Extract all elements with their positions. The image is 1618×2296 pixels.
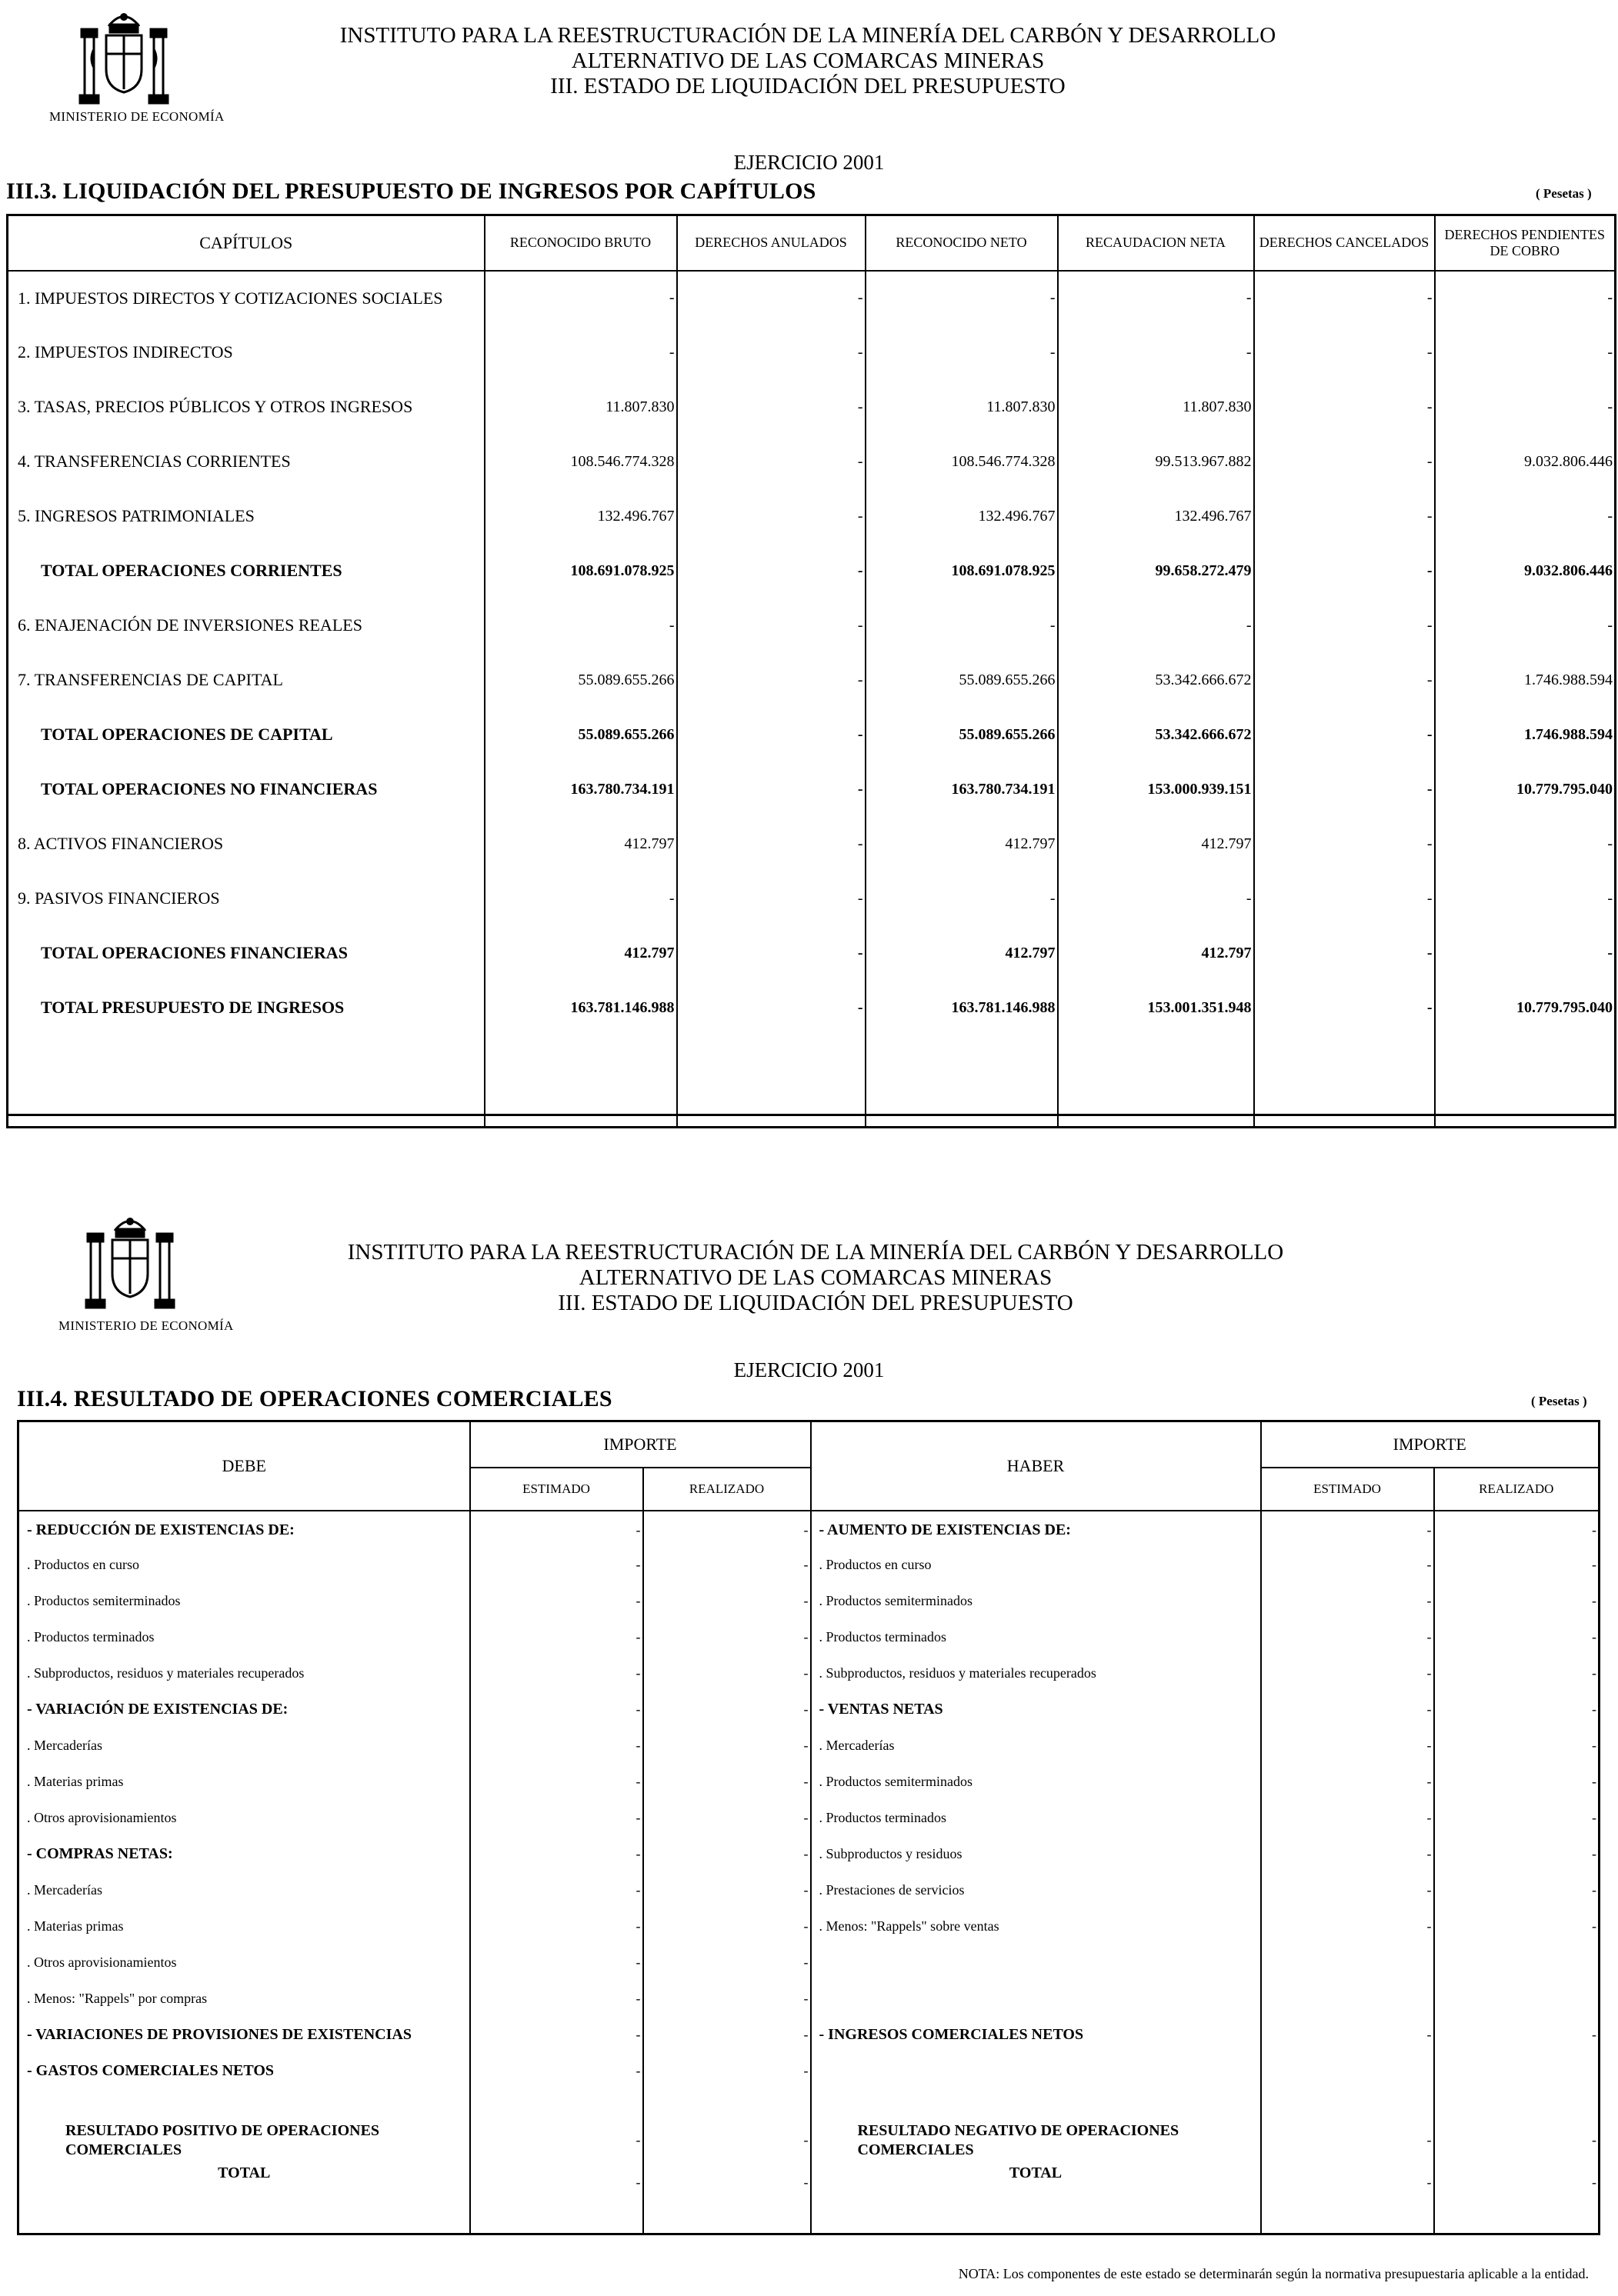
- debe-realizado: -: [643, 1836, 811, 1872]
- empty-cell: [811, 2201, 1261, 2234]
- debe-estimado: -: [470, 2017, 643, 2053]
- debe-label: - VARIACIÓN DE EXISTENCIAS DE:: [18, 1691, 470, 1728]
- cell-value: -: [677, 708, 866, 762]
- cell-value: -: [1435, 871, 1616, 926]
- haber-label: - AUMENTO DE EXISTENCIAS DE:: [811, 1511, 1261, 1547]
- cell-value: 9.032.806.446: [1435, 435, 1616, 489]
- cell-value: 55.089.655.266: [485, 653, 677, 708]
- empty-cell: [470, 2201, 643, 2234]
- cell-value: 412.797: [1058, 817, 1254, 871]
- table-row: [18, 1728, 1600, 1764]
- cell-value: -: [677, 762, 866, 817]
- table-row: [8, 762, 1616, 817]
- haber-realizado: -: [1434, 1619, 1600, 1655]
- cell-value: -: [1254, 598, 1435, 653]
- debe-label: . Materias primas: [18, 1908, 470, 1944]
- row-label: TOTAL OPERACIONES DE CAPITAL: [8, 708, 485, 762]
- table-row: [8, 544, 1616, 598]
- debe-estimado: -: [470, 1764, 643, 1800]
- debe-estimado: -: [470, 1691, 643, 1728]
- cell-value: -: [1254, 544, 1435, 598]
- debe-estimado: -: [470, 2053, 643, 2089]
- cell-value: -: [1254, 653, 1435, 708]
- debe-label: . Subproductos, residuos y materiales recuperados: [18, 1655, 470, 1691]
- table-row: [8, 380, 1616, 435]
- cell-value: -: [677, 544, 866, 598]
- cell-value: 11.807.830: [1058, 380, 1254, 435]
- row-label: TOTAL OPERACIONES FINANCIERAS: [8, 926, 485, 981]
- table-row: [8, 598, 1616, 653]
- table-header-row: [18, 1421, 1600, 1468]
- cell-value: 163.780.734.191: [866, 762, 1058, 817]
- section-title: III.3. LIQUIDACIÓN DEL PRESUPUESTO DE INGRESOS POR CAPÍTULOS: [6, 178, 816, 204]
- haber-estimado: [1261, 1981, 1434, 2017]
- total-label: TOTAL: [811, 2164, 1261, 2201]
- haber-label: . Subproductos y residuos: [811, 1836, 1261, 1872]
- empty-cell: [1434, 2201, 1600, 2234]
- cell-value: -: [866, 871, 1058, 926]
- realizado-header: REALIZADO: [643, 1468, 811, 1511]
- header-line-3: III. ESTADO DE LIQUIDACIÓN DEL PRESUPUESTO: [550, 74, 1066, 98]
- row-label: 4. TRANSFERENCIAS CORRIENTES: [8, 435, 485, 489]
- haber-estimado: -: [1261, 1511, 1434, 1547]
- estimado-header: ESTIMADO: [1261, 1468, 1434, 1511]
- cell-value: -: [677, 981, 866, 1035]
- haber-label: - INGRESOS COMERCIALES NETOS: [811, 2017, 1261, 2053]
- cell-value: -: [485, 271, 677, 325]
- cell-value: -: [1254, 271, 1435, 325]
- table-row: [18, 2017, 1600, 2053]
- table-row: [8, 325, 1616, 380]
- cell-value: 53.342.666.672: [1058, 708, 1254, 762]
- result-row: [18, 2117, 1600, 2164]
- cell-value: -: [1254, 817, 1435, 871]
- cell-value: 55.089.655.266: [866, 653, 1058, 708]
- debe-realizado: -: [643, 1728, 811, 1764]
- haber-realizado: -: [1434, 1764, 1600, 1800]
- table-row: [18, 1908, 1600, 1944]
- cell-value: 10.779.795.040: [1435, 762, 1616, 817]
- importe-header: IMPORTE: [1261, 1421, 1600, 1468]
- header-line-3: III. ESTADO DE LIQUIDACIÓN DEL PRESUPUESTO: [558, 1291, 1073, 1315]
- column-header: DERECHOS CANCELADOS: [1254, 215, 1435, 271]
- resultado-positivo-label: RESULTADO POSITIVO DE OPERACIONES COMERCIALES: [18, 2117, 470, 2164]
- result-realizado: -: [1434, 2117, 1600, 2164]
- empty-cell: [1434, 2089, 1600, 2117]
- debe-estimado: -: [470, 1547, 643, 1583]
- cell-value: -: [677, 653, 866, 708]
- cell-value: -: [1254, 871, 1435, 926]
- ejercicio: EJERCICIO 2001: [733, 1358, 885, 1381]
- table-row: [8, 435, 1616, 489]
- haber-estimado: -: [1261, 1908, 1434, 1944]
- empty-cell: [643, 2089, 811, 2117]
- empty-cell: [18, 2201, 470, 2234]
- debe-label: . Otros aprovisionamientos: [18, 1944, 470, 1981]
- cell-value: -: [1254, 325, 1435, 380]
- haber-label: . Productos terminados: [811, 1619, 1261, 1655]
- debe-realizado: -: [643, 1800, 811, 1836]
- haber-estimado: -: [1261, 1836, 1434, 1872]
- total-realizado: -: [1434, 2164, 1600, 2201]
- debe-realizado: -: [643, 1583, 811, 1619]
- coat-of-arms-logo: [80, 1208, 180, 1315]
- cell-value: -: [485, 598, 677, 653]
- cell-value: -: [1435, 598, 1616, 653]
- debe-estimado: -: [470, 1619, 643, 1655]
- cell-value: 53.342.666.672: [1058, 653, 1254, 708]
- table-row: [18, 1691, 1600, 1728]
- debe-realizado: -: [643, 1619, 811, 1655]
- debe-realizado: -: [643, 2017, 811, 2053]
- table-row: [18, 1800, 1600, 1836]
- cell-value: 412.797: [866, 926, 1058, 981]
- cell-value: 55.089.655.266: [866, 708, 1058, 762]
- haber-realizado: -: [1434, 1655, 1600, 1691]
- cell-value: 132.496.767: [1058, 489, 1254, 544]
- debe-realizado: -: [643, 1511, 811, 1547]
- total-row: [18, 2164, 1600, 2201]
- cell-value: -: [677, 325, 866, 380]
- haber-estimado: [1261, 2053, 1434, 2089]
- cell-value: 163.781.146.988: [866, 981, 1058, 1035]
- cell-value: 153.000.939.151: [1058, 762, 1254, 817]
- debe-label: - REDUCCIÓN DE EXISTENCIAS DE:: [18, 1511, 470, 1547]
- column-header: CAPÍTULOS: [8, 215, 485, 271]
- debe-realizado: -: [643, 1872, 811, 1908]
- table-row: [18, 1764, 1600, 1800]
- cell-value: 412.797: [485, 926, 677, 981]
- haber-realizado: -: [1434, 1800, 1600, 1836]
- debe-estimado: -: [470, 1583, 643, 1619]
- cell-value: 163.781.146.988: [485, 981, 677, 1035]
- debe-estimado: -: [470, 1511, 643, 1547]
- section-bottom-rule: [6, 1114, 1614, 1116]
- haber-realizado: -: [1434, 1547, 1600, 1583]
- empty-cell: [470, 2089, 643, 2117]
- cell-value: 108.691.078.925: [866, 544, 1058, 598]
- cell-value: 163.780.734.191: [485, 762, 677, 817]
- total-realizado: -: [643, 2164, 811, 2201]
- table-row: [18, 1944, 1600, 1981]
- haber-label: . Productos terminados: [811, 1800, 1261, 1836]
- cell-value: -: [866, 325, 1058, 380]
- cell-value: 10.779.795.040: [1435, 981, 1616, 1035]
- haber-label: . Menos: "Rappels" sobre ventas: [811, 1908, 1261, 1944]
- table-row: [18, 1547, 1600, 1583]
- cell-value: 99.513.967.882: [1058, 435, 1254, 489]
- empty-cell: [18, 2089, 470, 2117]
- cell-value: -: [677, 435, 866, 489]
- haber-label: - VENTAS NETAS: [811, 1691, 1261, 1728]
- cell-value: 108.546.774.328: [866, 435, 1058, 489]
- cell-value: -: [866, 271, 1058, 325]
- haber-estimado: -: [1261, 2017, 1434, 2053]
- debe-label: . Mercaderías: [18, 1872, 470, 1908]
- haber-estimado: [1261, 1944, 1434, 1981]
- debe-label: . Productos semiterminados: [18, 1583, 470, 1619]
- haber-realizado: -: [1434, 2017, 1600, 2053]
- haber-estimado: -: [1261, 1655, 1434, 1691]
- total-estimado: -: [470, 2164, 643, 2201]
- row-label: 7. TRANSFERENCIAS DE CAPITAL: [8, 653, 485, 708]
- haber-realizado: -: [1434, 1908, 1600, 1944]
- cell-value: 132.496.767: [485, 489, 677, 544]
- header-line-1: INSTITUTO PARA LA REESTRUCTURACIÓN DE LA MINERÍA DEL CARBÓN Y DESARROLLO: [339, 23, 1276, 48]
- table-row: [18, 1583, 1600, 1619]
- ingresos-table: [6, 214, 1616, 1128]
- row-label: 3. TASAS, PRECIOS PÚBLICOS Y OTROS INGRESOS: [8, 380, 485, 435]
- cell-value: -: [1254, 981, 1435, 1035]
- cell-value: -: [485, 871, 677, 926]
- empty-cell: [811, 2089, 1261, 2117]
- haber-header: HABER: [811, 1421, 1261, 1511]
- haber-realizado: [1434, 1981, 1600, 2017]
- haber-estimado: -: [1261, 1728, 1434, 1764]
- total-label: TOTAL: [18, 2164, 470, 2201]
- ministry-name: MINISTERIO DE ECONOMÍA: [58, 1318, 234, 1333]
- debe-realizado: -: [643, 1764, 811, 1800]
- cell-value: -: [1254, 435, 1435, 489]
- empty-cell: [1261, 2201, 1434, 2234]
- row-label: 5. INGRESOS PATRIMONIALES: [8, 489, 485, 544]
- haber-estimado: -: [1261, 1764, 1434, 1800]
- cell-value: -: [1435, 489, 1616, 544]
- haber-realizado: -: [1434, 1691, 1600, 1728]
- debe-label: - VARIACIONES DE PROVISIONES DE EXISTENCIAS: [18, 2017, 470, 2053]
- column-header: RECONOCIDO NETO: [866, 215, 1058, 271]
- debe-estimado: -: [470, 1981, 643, 2017]
- result-estimado: -: [1261, 2117, 1434, 2164]
- haber-label: [811, 1981, 1261, 2017]
- debe-realizado: -: [643, 1981, 811, 2017]
- debe-realizado: -: [643, 1691, 811, 1728]
- cell-value: -: [1435, 325, 1616, 380]
- debe-estimado: -: [470, 1728, 643, 1764]
- table-row: [18, 1872, 1600, 1908]
- table-row: [8, 653, 1616, 708]
- haber-label: . Prestaciones de servicios: [811, 1872, 1261, 1908]
- currency-label: ( Pesetas ): [1536, 186, 1592, 201]
- cell-value: -: [1435, 271, 1616, 325]
- table-row: [8, 926, 1616, 981]
- table-row: [18, 2053, 1600, 2089]
- column-header: DERECHOS ANULADOS: [677, 215, 866, 271]
- haber-label: . Subproductos, residuos y materiales recuperados: [811, 1655, 1261, 1691]
- row-label: TOTAL OPERACIONES CORRIENTES: [8, 544, 485, 598]
- haber-label: . Productos semiterminados: [811, 1583, 1261, 1619]
- debe-estimado: -: [470, 1872, 643, 1908]
- table-row: [8, 871, 1616, 926]
- header-line-1: INSTITUTO PARA LA REESTRUCTURACIÓN DE LA MINERÍA DEL CARBÓN Y DESARROLLO: [347, 1240, 1284, 1265]
- cell-value: -: [677, 489, 866, 544]
- debe-estimado: -: [470, 1655, 643, 1691]
- table-row: [18, 1836, 1600, 1872]
- debe-label: . Otros aprovisionamientos: [18, 1800, 470, 1836]
- table-row: [18, 1981, 1600, 2017]
- realizado-header: REALIZADO: [1434, 1468, 1600, 1511]
- cell-value: -: [677, 598, 866, 653]
- ministry-name: MINISTERIO DE ECONOMÍA: [49, 109, 225, 124]
- debe-realizado: -: [643, 2053, 811, 2089]
- row-label: 9. PASIVOS FINANCIEROS: [8, 871, 485, 926]
- header-line-2: ALTERNATIVO DE LAS COMARCAS MINERAS: [579, 1265, 1053, 1290]
- haber-label: [811, 2053, 1261, 2089]
- cell-value: -: [1254, 762, 1435, 817]
- document-header: [231, 23, 1385, 99]
- result-realizado: -: [643, 2117, 811, 2164]
- section-operaciones-comerciales: [0, 1185, 1618, 2296]
- document-header: [239, 1240, 1393, 1316]
- coat-of-arms-logo: [74, 3, 174, 111]
- debe-label: . Materias primas: [18, 1764, 470, 1800]
- cell-value: 9.032.806.446: [1435, 544, 1616, 598]
- empty-cell: [643, 2201, 811, 2234]
- row-label: TOTAL PRESUPUESTO DE INGRESOS: [8, 981, 485, 1035]
- haber-realizado: -: [1434, 1836, 1600, 1872]
- debe-estimado: -: [470, 1836, 643, 1872]
- column-header: DERECHOS PENDIENTES DE COBRO: [1435, 215, 1616, 271]
- cell-value: -: [1058, 871, 1254, 926]
- debe-label: . Productos en curso: [18, 1547, 470, 1583]
- currency-label: ( Pesetas ): [1531, 1394, 1587, 1408]
- cell-value: -: [1058, 598, 1254, 653]
- cell-value: 153.001.351.948: [1058, 981, 1254, 1035]
- section-title: III.4. RESULTADO DE OPERACIONES COMERCIALES: [17, 1386, 612, 1411]
- result-estimado: -: [470, 2117, 643, 2164]
- footnote: NOTA: Los componentes de este estado se determinarán según la normativa presupuestaria aplicable a la entidad.: [958, 2266, 1589, 2281]
- cell-value: 412.797: [485, 817, 677, 871]
- debe-estimado: -: [470, 1908, 643, 1944]
- cell-value: 1.746.988.594: [1435, 653, 1616, 708]
- cell-value: 11.807.830: [866, 380, 1058, 435]
- cell-value: 108.691.078.925: [485, 544, 677, 598]
- haber-label: [811, 1944, 1261, 1981]
- debe-estimado: -: [470, 1800, 643, 1836]
- table-row: [8, 817, 1616, 871]
- header-line-2: ALTERNATIVO DE LAS COMARCAS MINERAS: [571, 48, 1045, 73]
- cell-value: 412.797: [866, 817, 1058, 871]
- haber-label: . Productos semiterminados: [811, 1764, 1261, 1800]
- debe-label: . Menos: "Rappels" por compras: [18, 1981, 470, 2017]
- cell-value: -: [1058, 325, 1254, 380]
- cell-value: -: [1435, 380, 1616, 435]
- cell-value: -: [677, 380, 866, 435]
- table-row: [8, 271, 1616, 325]
- cell-value: -: [1254, 380, 1435, 435]
- cell-value: 108.546.774.328: [485, 435, 677, 489]
- empty-cell: [1261, 2089, 1434, 2117]
- debe-label: - GASTOS COMERCIALES NETOS: [18, 2053, 470, 2089]
- haber-realizado: [1434, 1944, 1600, 1981]
- haber-estimado: -: [1261, 1800, 1434, 1836]
- haber-label: . Mercaderías: [811, 1728, 1261, 1764]
- cell-value: -: [1254, 926, 1435, 981]
- cell-value: -: [1435, 817, 1616, 871]
- haber-estimado: -: [1261, 1872, 1434, 1908]
- cell-value: 132.496.767: [866, 489, 1058, 544]
- cell-value: -: [866, 598, 1058, 653]
- cell-value: -: [1254, 489, 1435, 544]
- row-label: TOTAL OPERACIONES NO FINANCIERAS: [8, 762, 485, 817]
- debe-label: - COMPRAS NETAS:: [18, 1836, 470, 1872]
- debe-estimado: -: [470, 1944, 643, 1981]
- haber-estimado: -: [1261, 1547, 1434, 1583]
- haber-realizado: -: [1434, 1583, 1600, 1619]
- haber-label: . Productos en curso: [811, 1547, 1261, 1583]
- debe-label: . Productos terminados: [18, 1619, 470, 1655]
- cell-value: -: [677, 926, 866, 981]
- haber-realizado: -: [1434, 1872, 1600, 1908]
- debe-realizado: -: [643, 1944, 811, 1981]
- debe-realizado: -: [643, 1908, 811, 1944]
- haber-realizado: -: [1434, 1728, 1600, 1764]
- cell-value: -: [677, 817, 866, 871]
- column-header: RECAUDACION NETA: [1058, 215, 1254, 271]
- table-row: [18, 1511, 1600, 1547]
- haber-estimado: -: [1261, 1583, 1434, 1619]
- haber-estimado: -: [1261, 1691, 1434, 1728]
- table-filler-row: [18, 2201, 1600, 2234]
- operaciones-comerciales-table: [17, 1420, 1600, 2235]
- column-header: RECONOCIDO BRUTO: [485, 215, 677, 271]
- cell-value: 99.658.272.479: [1058, 544, 1254, 598]
- cell-value: 1.746.988.594: [1435, 708, 1616, 762]
- estimado-header: ESTIMADO: [470, 1468, 643, 1511]
- table-row: [8, 489, 1616, 544]
- cell-value: -: [677, 871, 866, 926]
- cell-value: -: [1058, 271, 1254, 325]
- debe-label: . Mercaderías: [18, 1728, 470, 1764]
- debe-realizado: -: [643, 1655, 811, 1691]
- resultado-negativo-label: RESULTADO NEGATIVO DE OPERACIONES COMERCIALES: [811, 2117, 1261, 2164]
- importe-header: IMPORTE: [470, 1421, 811, 1468]
- table-row: [18, 1619, 1600, 1655]
- cell-value: 412.797: [1058, 926, 1254, 981]
- row-label: 6. ENAJENACIÓN DE INVERSIONES REALES: [8, 598, 485, 653]
- haber-realizado: -: [1434, 1511, 1600, 1547]
- total-estimado: -: [1261, 2164, 1434, 2201]
- table-row: [8, 981, 1616, 1035]
- row-label: 2. IMPUESTOS INDIRECTOS: [8, 325, 485, 380]
- cell-value: -: [677, 271, 866, 325]
- section-liquidacion-ingresos: [0, 0, 1618, 1123]
- haber-estimado: -: [1261, 1619, 1434, 1655]
- table-row: [8, 708, 1616, 762]
- haber-realizado: [1434, 2053, 1600, 2089]
- debe-realizado: -: [643, 1547, 811, 1583]
- table-header-row: [8, 215, 1616, 271]
- row-label: 1. IMPUESTOS DIRECTOS Y COTIZACIONES SOCIALES: [8, 271, 485, 325]
- cell-value: -: [1435, 926, 1616, 981]
- cell-value: 55.089.655.266: [485, 708, 677, 762]
- cell-value: 11.807.830: [485, 380, 677, 435]
- debe-header: DEBE: [18, 1421, 470, 1511]
- row-label: 8. ACTIVOS FINANCIEROS: [8, 817, 485, 871]
- cell-value: -: [1254, 708, 1435, 762]
- table-row: [18, 1655, 1600, 1691]
- ejercicio: EJERCICIO 2001: [733, 151, 885, 174]
- cell-value: -: [485, 325, 677, 380]
- spacer-row: [18, 2089, 1600, 2117]
